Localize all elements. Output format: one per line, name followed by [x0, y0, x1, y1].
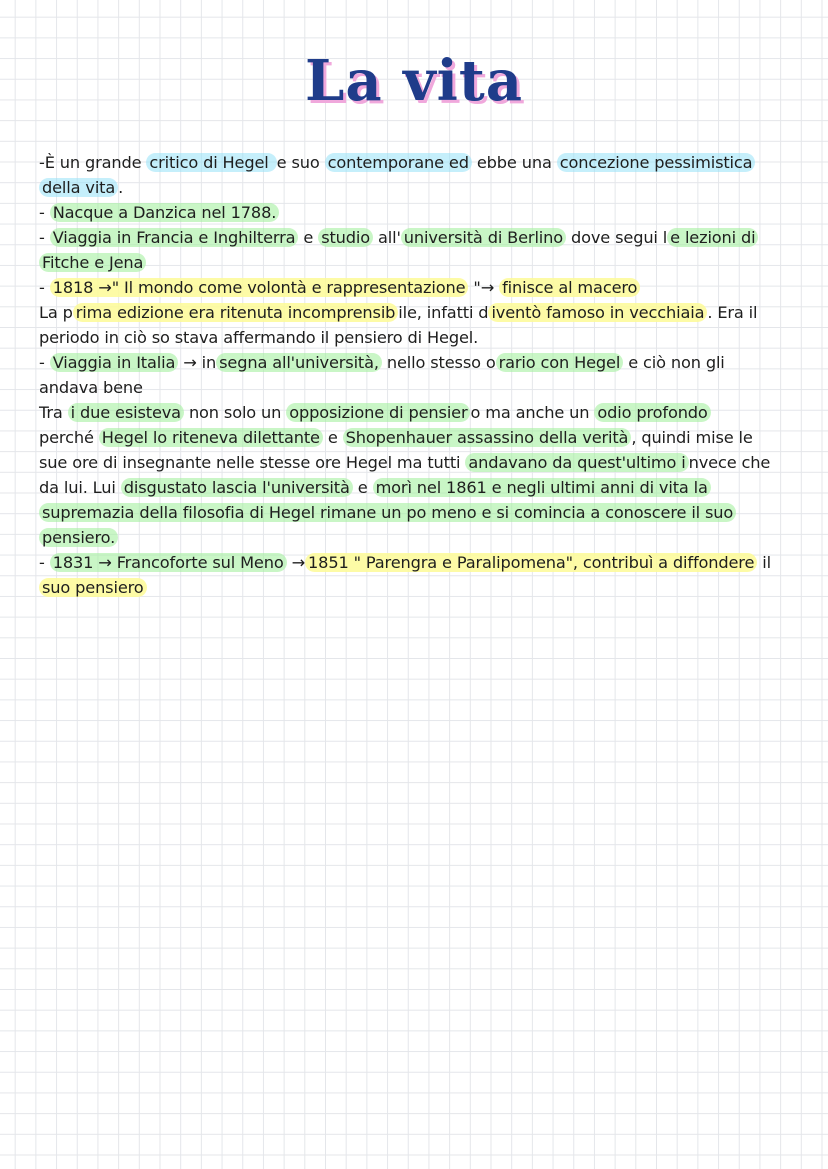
text-line	[39, 400, 799, 425]
text-segment: ebbe una	[471, 153, 557, 172]
highlighted-text: pensiero.	[39, 528, 118, 547]
highlighted-text: Shopenhauer assassino della verità	[343, 428, 632, 447]
text-segment: e	[352, 478, 373, 497]
text-segment: il	[757, 553, 771, 572]
highlighted-text: critico di Hegel	[146, 153, 276, 172]
text-line	[39, 150, 799, 175]
highlighted-text: 1831 → Francoforte sul Meno	[50, 553, 287, 572]
text-segment: ile, infatti d	[398, 303, 489, 322]
highlighted-text: i due esisteva	[68, 403, 184, 422]
text-line	[39, 550, 799, 575]
text-segment: nello stesso o	[381, 353, 496, 372]
highlighted-text: contemporane ed	[325, 153, 472, 172]
highlighted-text: opposizione di pensier	[286, 403, 470, 422]
text-line	[39, 275, 799, 300]
highlighted-text: finisce al macero	[499, 278, 640, 297]
text-segment: e	[322, 428, 343, 447]
highlighted-text: e lezioni di	[667, 228, 758, 247]
highlighted-text: rima edizione era ritenuta incomprensib	[73, 303, 399, 322]
text-segment: -	[39, 228, 50, 247]
highlighted-text: andavano da quest'ultimo i	[465, 453, 688, 472]
text-segment: -	[39, 203, 50, 222]
highlighted-text: supremazia della filosofia di Hegel rimane un po meno e si comincia a conoscere il suo	[39, 503, 736, 522]
highlighted-text: Viaggia in Francia e Inghilterra	[50, 228, 299, 247]
highlighted-text: Hegel lo riteneva dilettante	[99, 428, 323, 447]
highlighted-text: odio profondo	[594, 403, 710, 422]
text-segment: andava bene	[39, 378, 143, 397]
highlighted-text: Viaggia in Italia	[50, 353, 179, 372]
text-line	[39, 450, 799, 475]
text-line	[39, 375, 799, 400]
highlighted-text: della vita	[39, 178, 118, 197]
text-line	[39, 175, 799, 200]
text-line	[39, 250, 799, 275]
page-title: La vita	[304, 48, 524, 114]
text-line	[39, 475, 799, 500]
highlighted-text: morì nel 1861 e negli ultimi anni di vita la	[373, 478, 711, 497]
text-line	[39, 300, 799, 325]
text-segment: e	[298, 228, 319, 247]
text-segment: da lui. Lui	[39, 478, 121, 497]
text-segment: e suo	[276, 153, 325, 172]
text-line	[39, 500, 799, 525]
text-segment: e ciò non gli	[623, 353, 725, 372]
highlighted-text: 1851 " Parengra e Paralipomena", contribuì a diffondere	[305, 553, 757, 572]
text-segment: sue ore di insegnante nelle stesse ore Hegel ma tutti	[39, 453, 466, 472]
highlighted-text: 1818 →" Il mondo come volontà e rappresentazione	[50, 278, 469, 297]
text-segment: Tra	[39, 403, 68, 422]
text-segment: . Era il	[707, 303, 758, 322]
highlighted-text: rario con Hegel	[496, 353, 624, 372]
highlighted-text: iventò famoso in vecchiaia	[488, 303, 707, 322]
text-segment: , quindi mise le	[631, 428, 753, 447]
text-segment: periodo in ciò so stava affermando il pensiero di Hegel.	[39, 328, 479, 347]
text-segment: → in	[178, 353, 217, 372]
text-segment: -	[39, 278, 50, 297]
text-segment: -	[39, 553, 50, 572]
highlighted-text: università di Berlino	[401, 228, 566, 247]
text-line	[39, 225, 799, 250]
highlighted-text: Fitche e Jena	[39, 253, 146, 272]
text-segment: non solo un	[183, 403, 287, 422]
text-line	[39, 525, 799, 550]
text-line	[39, 350, 799, 375]
text-line	[39, 425, 799, 450]
highlighted-text: studio	[318, 228, 373, 247]
highlighted-text: disgustato lascia l'università	[121, 478, 353, 497]
text-line	[39, 325, 799, 350]
highlighted-text: concezione pessimistica	[557, 153, 756, 172]
highlighted-text: segna all'università,	[216, 353, 382, 372]
text-segment: dove segui l	[566, 228, 668, 247]
text-segment: La p	[39, 303, 73, 322]
text-line	[39, 200, 799, 225]
text-segment: -	[39, 353, 50, 372]
text-line	[39, 575, 799, 600]
highlighted-text: Nacque a Danzica nel 1788.	[50, 203, 280, 222]
highlighted-text: suo pensiero	[39, 578, 147, 597]
text-segment: all'	[373, 228, 401, 247]
text-segment: →	[286, 553, 306, 572]
text-segment: "→	[468, 278, 500, 297]
text-segment: .	[118, 178, 124, 197]
note-body	[39, 150, 799, 600]
text-segment: o ma anche un	[470, 403, 595, 422]
text-segment: nvece che	[688, 453, 771, 472]
text-segment: perché	[39, 428, 99, 447]
text-segment: -È un grande	[39, 153, 147, 172]
